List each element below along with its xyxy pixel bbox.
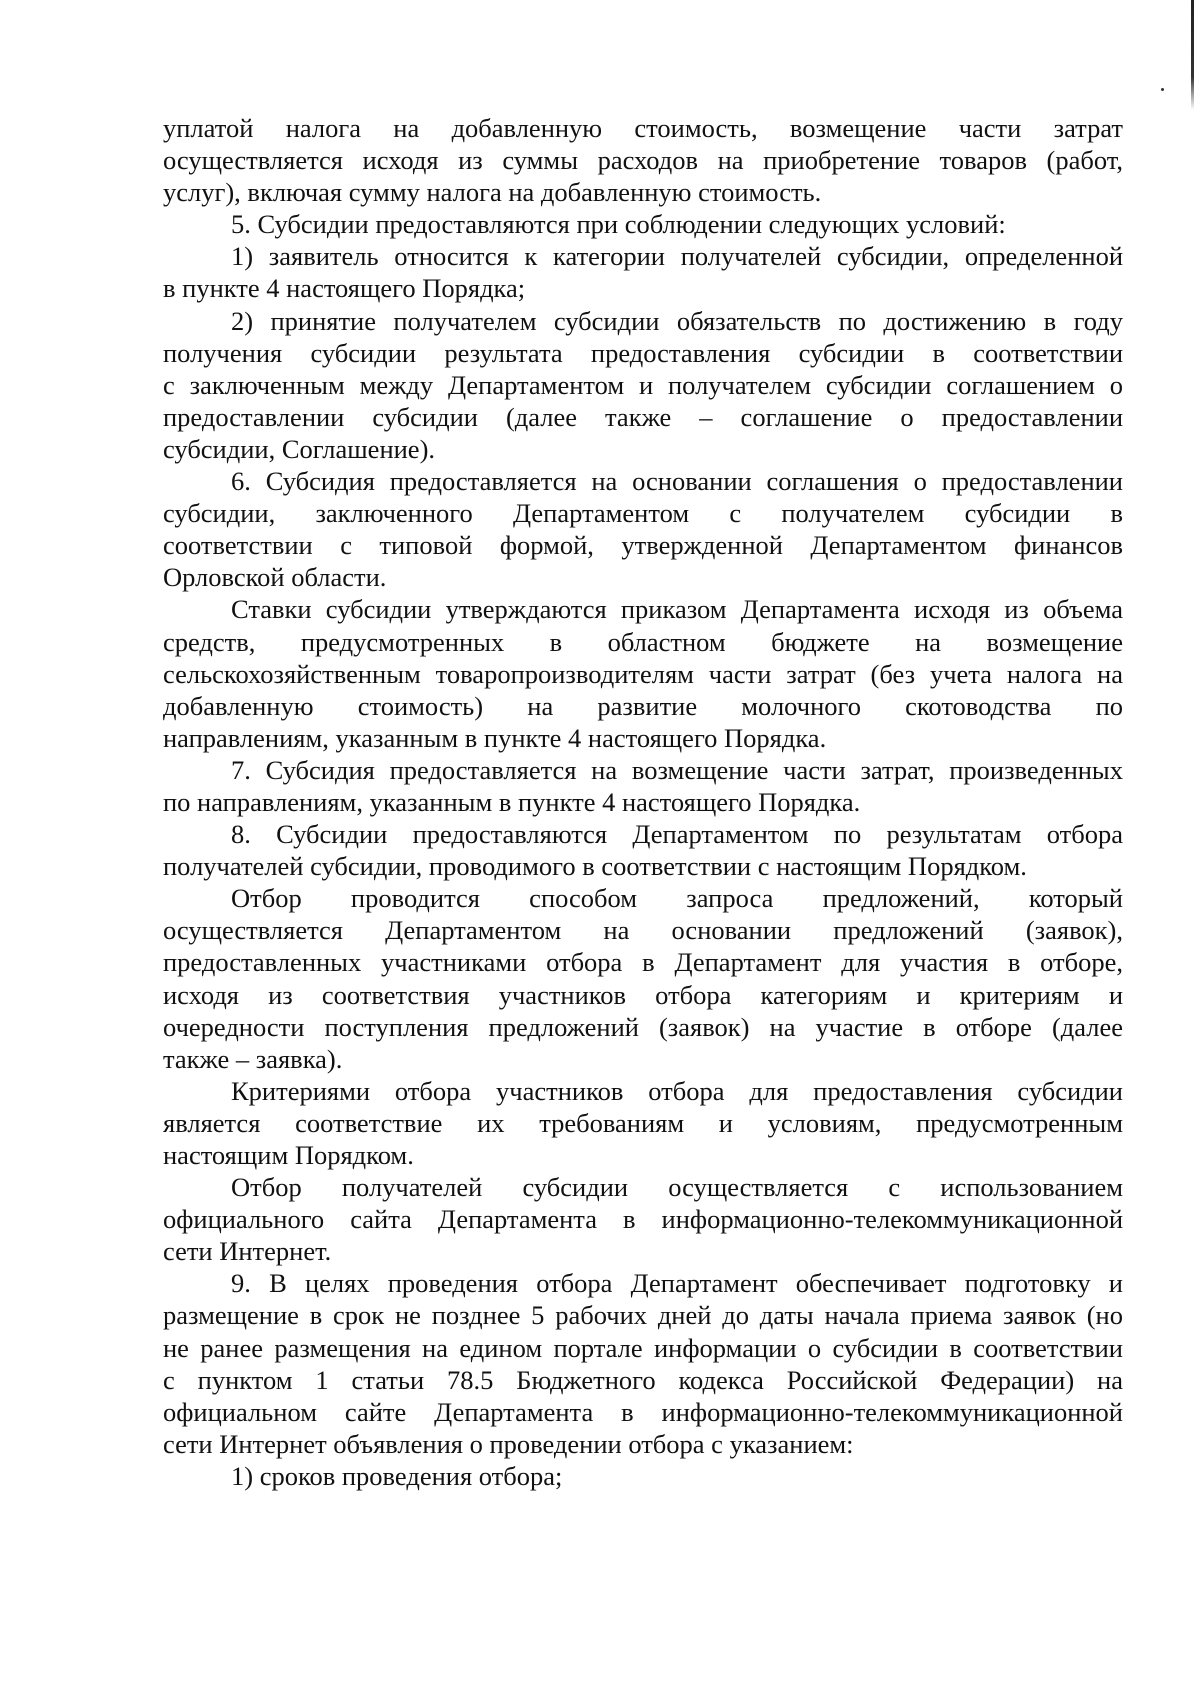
text-line: не ранее размещения на едином портале информации о субсидии в соответствии	[163, 1332, 1123, 1363]
text-line: 8. Субсидии предоставляются Департаментом по результатам отбора	[231, 819, 1123, 850]
text-line: также – заявка).	[163, 1043, 343, 1074]
text-line: уплатой налога на добавленную стоимость, возмещение части затрат	[163, 113, 1123, 143]
text-line: Ставки субсидии утверждаются приказом Департамента исходя из объема	[231, 594, 1123, 625]
text-line: субсидии, заключенного Департаментом с получателем субсидии в	[163, 498, 1123, 529]
text-line: очередности поступления предложений (заявок) на участие в отборе (далее	[163, 1011, 1123, 1042]
text-line: с заключенным между Департаментом и получателем субсидии соглашением о	[163, 369, 1123, 400]
text-line: средств, предусмотренных в областном бюджете на возмещение	[163, 626, 1123, 657]
text-line: исходя из соответствия участников отбора категориям и критериям и	[163, 979, 1123, 1010]
text-line: официальном сайте Департамента в информационно-телекоммуникационной	[163, 1396, 1123, 1427]
text-line: Отбор проводится способом запроса предложений, который	[231, 883, 1123, 914]
text-line: размещение в срок не позднее 5 рабочих дней до даты начала приема заявок (но	[163, 1300, 1123, 1331]
text-line: Отбор получателей субсидии осуществляется с использованием	[231, 1172, 1123, 1203]
text-line: является соответствие их требованиям и условиям, предусмотренным	[163, 1107, 1123, 1138]
text-line: 1) сроков проведения отбора;	[231, 1460, 563, 1491]
text-line: предоставленных участниками отбора в Департамент для участия в отборе,	[163, 947, 1123, 978]
document-body	[163, 112, 1123, 1492]
text-line: 2) принятие получателем субсидии обязательств по достижению в году	[231, 305, 1123, 336]
text-line: 6. Субсидия предоставляется на основании соглашения о предоставлении	[231, 466, 1123, 497]
text-line: в пункте 4 настоящего Порядка;	[163, 273, 526, 304]
scan-edge-mark	[1191, 0, 1194, 110]
scan-dust-dot	[1161, 88, 1164, 91]
text-line: сети Интернет объявления о проведении отбора с указанием:	[163, 1428, 854, 1459]
text-line: субсидии, Соглашение).	[163, 433, 436, 464]
text-line: по направлениям, указанным в пункте 4 настоящего Порядка.	[163, 786, 861, 817]
text-line: Орловской области.	[163, 562, 387, 593]
text-line: сети Интернет.	[163, 1236, 332, 1267]
text-line: Критериями отбора участников отбора для предоставления субсидии	[231, 1075, 1123, 1106]
text-line: предоставлении субсидии (далее также – соглашение о предоставлении	[163, 401, 1123, 432]
text-line: 9. В целях проведения отбора Департамент обеспечивает подготовку и	[231, 1268, 1123, 1299]
text-line: 1) заявитель относится к категории получателей субсидии, определенной	[231, 241, 1123, 272]
text-line: добавленную стоимость) на развитие молочного скотоводства по	[163, 690, 1123, 721]
text-line: соответствии с типовой формой, утвержденной Департаментом финансов	[163, 530, 1123, 561]
text-line: с пунктом 1 статьи 78.5 Бюджетного кодекса Российской Федерации) на	[163, 1364, 1123, 1395]
text-line: осуществляется исходя из суммы расходов на приобретение товаров (работ,	[163, 145, 1123, 176]
text-line: получения субсидии результата предоставления субсидии в соответствии	[163, 337, 1123, 368]
text-line: услуг), включая сумму налога на добавленную стоимость.	[163, 177, 822, 208]
text-line: 7. Субсидия предоставляется на возмещение части затрат, произведенных	[231, 754, 1123, 785]
text-line: осуществляется Департаментом на основании предложений (заявок),	[163, 915, 1123, 946]
text-line: получателей субсидии, проводимого в соответствии с настоящим Порядком.	[163, 851, 1027, 882]
text-line: 5. Субсидии предоставляются при соблюдении следующих условий:	[231, 209, 1006, 240]
text-line: официального сайта Департамента в информационно-телекоммуникационной	[163, 1204, 1123, 1235]
text-line: настоящим Порядком.	[163, 1140, 414, 1170]
text-line: сельскохозяйственным товаропроизводителям части затрат (без учета налога на	[163, 658, 1123, 689]
text-line: направлениям, указанным в пункте 4 настоящего Порядка.	[163, 722, 827, 753]
